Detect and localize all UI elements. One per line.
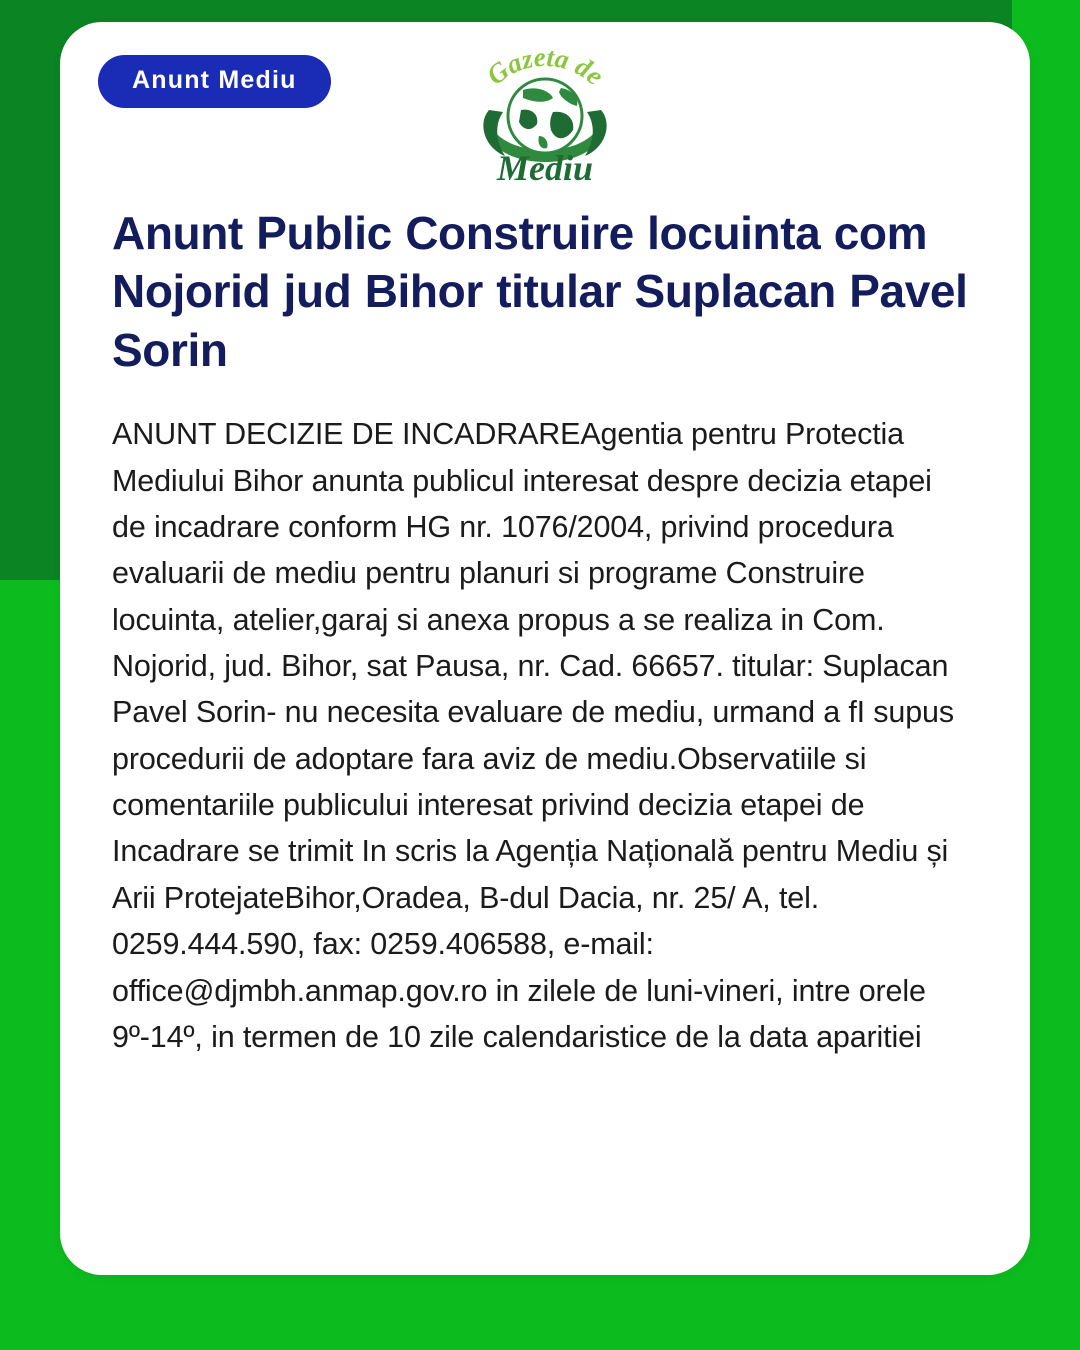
- page-title: Anunt Public Construire locuinta com Nojorid jud Bihor titular Suplacan Pavel Sorin: [112, 207, 968, 376]
- announcement-card: [60, 22, 1030, 1275]
- announcement-body: ANUNT DECIZIE DE INCADRAREAgentia pentru Protectia Mediului Bihor anunta publicul interesat despre decizia etapei de incadrare conform HG nr. 1076/2004, privind procedura evaluarii de mediu pentru planuri si programe Construire locuinta, atelier,garaj si anexa propus a se realiza in Com. Nojorid, jud. Bihor, sat Pausa, nr. Cad. 66657. titular: Suplacan Pavel Sorin- nu necesita evaluare de mediu, urmand a fI supus procedurii de adoptare fara aviz de mediu.Observatiile si comentariile publicului interesat privind decizia etapei de Incadrare se trimit In scris la Agenția Națională pentru Mediu și Arii ProtejateBihor,Oradea, B-dul Dacia, nr. 25/ A, tel. 0259.444.590, fax: 0259.406588, e-mail: office@djmbh.anmap.gov.ro in zilele de luni-vineri, intre orele 9º-14º, in termen de 10 zile calendaristice de la data aparitiei: [112, 417, 963, 1054]
- gazeta-de-mediu-logo: [465, 32, 625, 182]
- svg-text:Gazeta de: Gazeta de: [480, 41, 610, 91]
- svg-text:Mediu: Mediu: [496, 148, 594, 182]
- card-header: [60, 22, 1030, 182]
- category-badge[interactable]: Anunt Mediu: [98, 55, 331, 108]
